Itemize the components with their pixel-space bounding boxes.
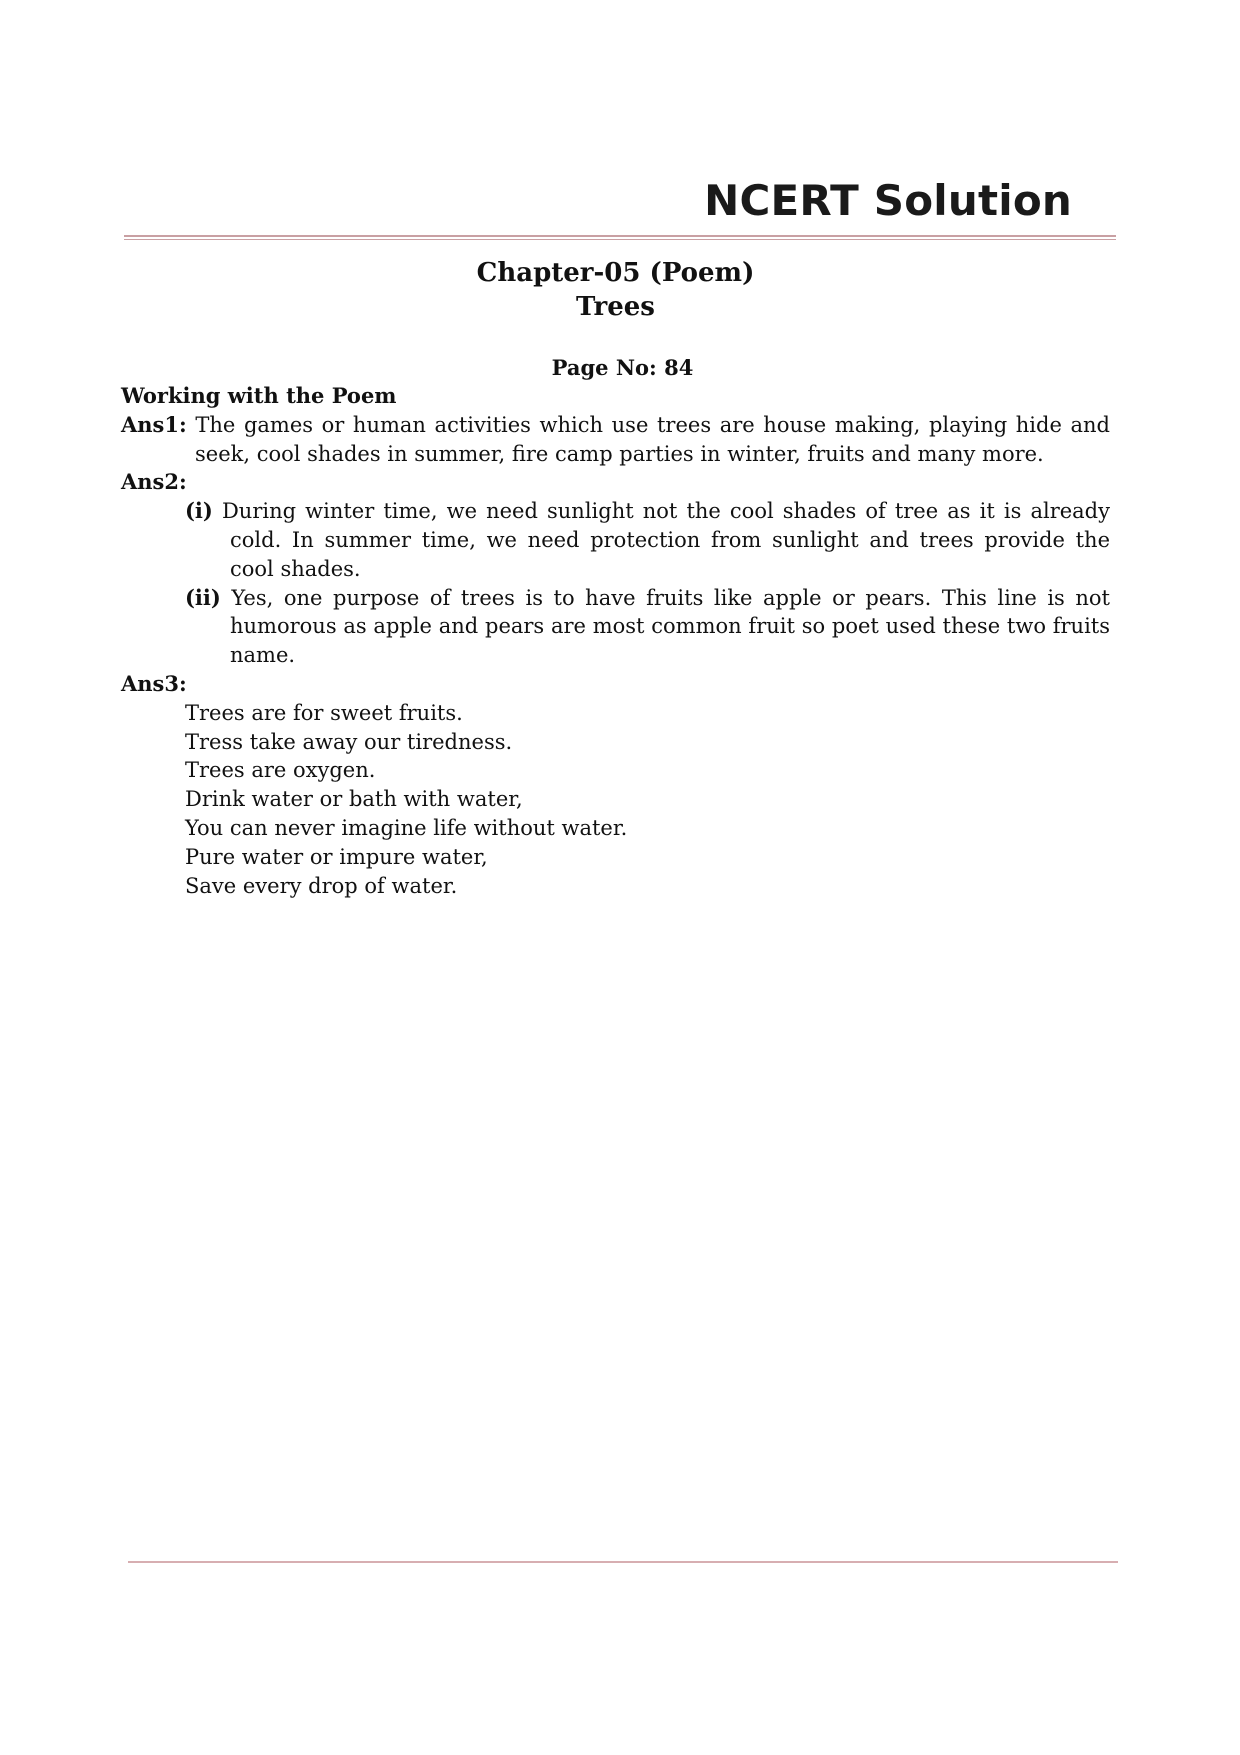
answer-2-label: Ans2: — [121, 469, 187, 495]
poem-title: Trees — [576, 292, 655, 322]
header-divider — [124, 235, 1116, 240]
answer-2-part-ii-text: Yes, one purpose of trees is to have fruits like apple or pears. This line is not humorous as apple and pears are most common fruit so poet used these two fruits name. — [230, 585, 1110, 668]
answer-3 — [121, 670, 1110, 699]
poem-line: Drink water or bath with water, — [185, 787, 523, 812]
poem-line: Trees are for sweet fruits. — [185, 700, 463, 725]
answer-1-text: The games or human activities which use trees are house making, playing hide and seek, cool shades in summer, fire camp parties in winter, fruits and many more. — [195, 412, 1110, 466]
answer-3-poem — [185, 699, 1110, 901]
poem-line: Pure water or impure water, — [185, 844, 488, 869]
document-body — [121, 256, 1110, 900]
section-heading: Working with the Poem — [121, 383, 397, 408]
chapter-title: Chapter-05 (Poem) — [476, 258, 755, 288]
answer-1 — [121, 411, 1110, 469]
answer-2-part-i-text: During winter time, we need sunlight not the cool shades of tree as it is already cold. In summer time, we need protection from sunlight and trees provide the cool shades. — [221, 499, 1110, 581]
poem-line: Save every drop of water. — [185, 873, 458, 898]
answer-2-part-ii — [185, 584, 1110, 670]
answer-2-part-ii-label: (ii) — [185, 584, 221, 610]
answer-2 — [121, 468, 1110, 497]
brand-title: NCERT Solution — [704, 176, 1072, 225]
poem-line: You can never imagine life without water. — [185, 815, 628, 840]
footer-divider — [128, 1561, 1118, 1563]
answer-3-label: Ans3: — [121, 670, 187, 696]
page-number: Page No: 84 — [551, 355, 694, 380]
answer-2-part-i — [185, 497, 1110, 583]
answer-1-label: Ans1: — [121, 411, 187, 437]
answer-2-part-i-label: (i) — [185, 498, 213, 524]
poem-line: Tress take away our tiredness. — [185, 729, 513, 754]
poem-line: Trees are oxygen. — [185, 758, 376, 783]
